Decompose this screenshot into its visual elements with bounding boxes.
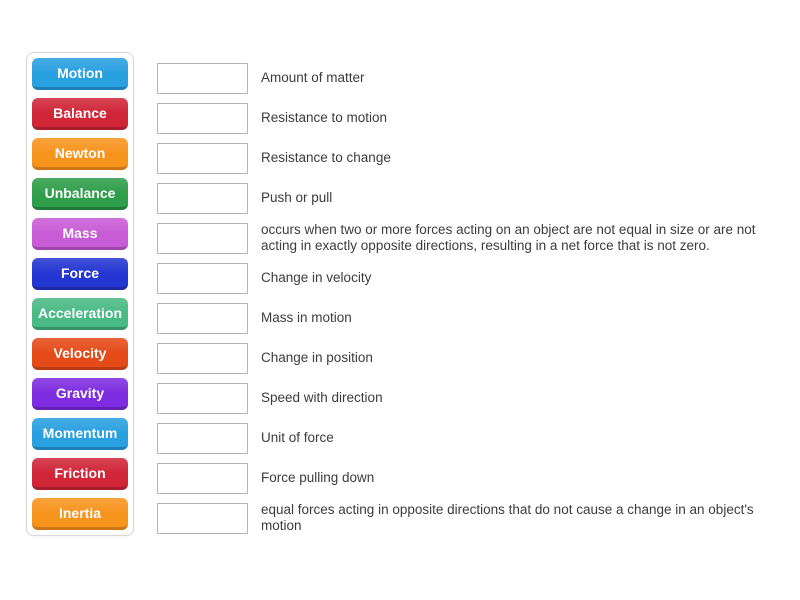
keyword-tile[interactable]: Velocity bbox=[32, 338, 128, 370]
keyword-tile[interactable]: Acceleration bbox=[32, 298, 128, 330]
keyword-tile[interactable]: Mass bbox=[32, 218, 128, 250]
definition-text: Unit of force bbox=[261, 430, 334, 445]
keyword-tile[interactable]: Force bbox=[32, 258, 128, 290]
answer-drop-box[interactable] bbox=[157, 63, 248, 94]
match-row bbox=[157, 102, 781, 134]
match-row bbox=[157, 382, 781, 414]
answer-drop-box[interactable] bbox=[157, 423, 248, 454]
definition-text: Amount of matter bbox=[261, 70, 365, 85]
keyword-tile[interactable]: Balance bbox=[32, 98, 128, 130]
match-row bbox=[157, 422, 781, 454]
keyword-tile[interactable]: Newton bbox=[32, 138, 128, 170]
answer-drop-box[interactable] bbox=[157, 223, 248, 254]
keyword-tile[interactable]: Unbalance bbox=[32, 178, 128, 210]
keyword-tile[interactable]: Gravity bbox=[32, 378, 128, 410]
definition-text: Speed with direction bbox=[261, 390, 383, 405]
match-row bbox=[157, 462, 781, 494]
answer-drop-box[interactable] bbox=[157, 463, 248, 494]
match-row bbox=[157, 142, 781, 174]
definition-text: Force pulling down bbox=[261, 470, 375, 485]
answer-drop-box[interactable] bbox=[157, 143, 248, 174]
answer-drop-box[interactable] bbox=[157, 383, 248, 414]
answer-drop-box[interactable] bbox=[157, 263, 248, 294]
definition-text: Resistance to motion bbox=[261, 110, 388, 125]
keyword-tile[interactable]: Momentum bbox=[32, 418, 128, 450]
definition-rows bbox=[157, 62, 781, 534]
match-row bbox=[157, 182, 781, 214]
match-row bbox=[157, 222, 781, 254]
answer-drop-box[interactable] bbox=[157, 183, 248, 214]
keyword-tile[interactable]: Friction bbox=[32, 458, 128, 490]
definition-text: equal forces acting in opposite directions that do not cause a change in an object's motion bbox=[261, 502, 754, 533]
keyword-tile-panel bbox=[26, 52, 134, 536]
match-row bbox=[157, 502, 781, 534]
keyword-tile[interactable]: Motion bbox=[32, 58, 128, 90]
definition-text: Change in velocity bbox=[261, 270, 372, 285]
definition-text: occurs when two or more forces acting on an object are not equal in size or are not acting in exactly opposite directions, resulting in a net force that is not zero. bbox=[261, 222, 756, 253]
definition-text: Mass in motion bbox=[261, 310, 352, 325]
definition-text: Resistance to change bbox=[261, 150, 391, 165]
answer-drop-box[interactable] bbox=[157, 503, 248, 534]
match-row bbox=[157, 262, 781, 294]
answer-drop-box[interactable] bbox=[157, 343, 248, 374]
definition-text: Change in position bbox=[261, 350, 373, 365]
match-row bbox=[157, 342, 781, 374]
definition-text: Push or pull bbox=[261, 190, 333, 205]
match-row bbox=[157, 302, 781, 334]
answer-drop-box[interactable] bbox=[157, 103, 248, 134]
answer-drop-box[interactable] bbox=[157, 303, 248, 334]
match-row bbox=[157, 62, 781, 94]
keyword-tile[interactable]: Inertia bbox=[32, 498, 128, 530]
